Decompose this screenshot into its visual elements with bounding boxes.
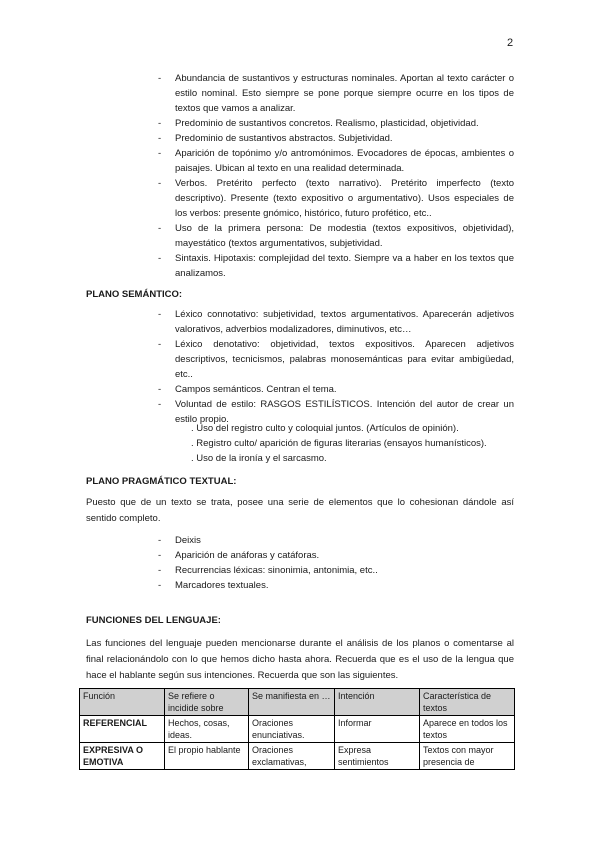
column-header: Característica de textos <box>420 689 515 716</box>
language-functions-table <box>79 688 515 770</box>
list-item: - Sintaxis. Hipotaxis: complejidad del texto. Siempre va a haber en los textos que analizamos. <box>158 253 514 279</box>
list-item: - Verbos. Pretérito perfecto (texto narrativo). Pretérito imperfecto (texto descriptivo). Presente (texto expositivo o argumentativo). Usos especiales de los verbos: presente gnómico, histórico, futuro profético, etc.. <box>158 178 514 219</box>
pragmatic-plane-heading: PLANO PRAGMÁTICO TEXTUAL: <box>86 476 237 487</box>
table-row <box>80 716 515 743</box>
column-header: Se manifiesta en … <box>249 689 335 716</box>
bullet-dash: - <box>158 339 162 350</box>
list-item: - Aparición de topónimo y/o antromónimos. Evocadores de épocas, ambientes o paisajes. Ubican al texto en una realidad determinada. <box>158 148 514 174</box>
list-item: - Aparición de anáforas y catáforas. <box>158 550 320 561</box>
bullet-dash: - <box>158 253 162 264</box>
column-header: Intención <box>335 689 420 716</box>
table-cell: Hechos, cosas, ideas. <box>165 716 249 743</box>
language-functions-intro: Las funciones del lenguaje pueden mencionarse durante el análisis de los planos o comentarse al final relacionándolo con lo que hemos dicho hasta ahora. Recuerda que es el uso de la lengua que hace el hablante según sus intenciones. Recuerda que son las siguientes. <box>86 638 514 681</box>
bullet-dash: - <box>158 148 162 159</box>
bullet-dash: - <box>158 550 162 561</box>
table-cell: Oraciones exclamativas, <box>249 743 335 770</box>
bullet-dash: - <box>158 384 162 395</box>
list-item: - Deixis <box>158 535 201 546</box>
sublist-item: . Registro culto/ aparición de figuras literarias (ensayos humanísticos). <box>191 438 487 449</box>
bullet-dash: - <box>158 565 162 576</box>
list-item: - Predominio de sustantivos concretos. Realismo, plasticidad, objetividad. <box>158 118 479 129</box>
bullet-dash: - <box>158 399 162 410</box>
list-item: - Recurrencias léxicas: sinonimia, antonimia, etc.. <box>158 565 378 576</box>
list-item: - Léxico connotativo: subjetividad, textos argumentativos. Aparecerán adjetivos valorativos, adverbios modalizadores, diminutivos, etc… <box>158 309 514 335</box>
morphosyntactic-features-list <box>158 71 514 281</box>
list-item: - Abundancia de sustantivos y estructuras nominales. Aportan al texto carácter o estilo nominal. Esto siempre se pone porque siempre ocurre en los tipos de textos que vamos a analizar. <box>158 73 514 114</box>
table-cell: EXPRESIVA O EMOTIVA <box>80 743 165 770</box>
list-item: - Marcadores textuales. <box>158 580 269 591</box>
list-item: - Voluntad de estilo: RASGOS ESTILÍSTICOS. Intención del autor de crear un estilo propio. <box>158 399 514 425</box>
language-functions-heading: FUNCIONES DEL LENGUAJE: <box>86 615 221 626</box>
column-header: Se refiere o incidide sobre <box>165 689 249 716</box>
bullet-dash: - <box>158 580 162 591</box>
style-features-sublist <box>191 421 521 466</box>
table-cell: Oraciones enunciativas. <box>249 716 335 743</box>
table-row <box>80 743 515 770</box>
list-item: - Uso de la primera persona: De modestia (textos expositivos, objetividad), mayestático (textos argumentativos, subjetividad. <box>158 223 514 249</box>
bullet-dash: - <box>158 223 162 234</box>
bullet-dash: - <box>158 133 162 144</box>
list-item: - Campos semánticos. Centran el tema. <box>158 384 337 395</box>
bullet-dash: - <box>158 73 162 84</box>
bullet-dash: - <box>158 535 162 546</box>
table-cell: Expresa sentimientos <box>335 743 420 770</box>
table-header-row <box>80 689 515 716</box>
table-cell: El propio hablante <box>165 743 249 770</box>
table-cell: Informar <box>335 716 420 743</box>
list-item: - Predominio de sustantivos abstractos. Subjetividad. <box>158 133 393 144</box>
column-header: Función <box>80 689 165 716</box>
pragmatic-features-list <box>158 533 514 593</box>
list-item: - Léxico denotativo: objetividad, textos expositivos. Aparecen adjetivos descriptivos, tecnicismos, palabras monosemánticas para evitar ambigüedad, etc.. <box>158 339 514 380</box>
bullet-dash: - <box>158 118 162 129</box>
sublist-item: . Uso de la ironía y el sarcasmo. <box>191 453 327 464</box>
semantic-plane-heading: PLANO SEMÁNTICO: <box>86 289 183 300</box>
page-number: 2 <box>507 37 514 49</box>
bullet-dash: - <box>158 178 162 189</box>
pragmatic-intro-paragraph: Puesto que de un texto se trata, posee una serie de elementos que lo cohesionan dándole así sentido completo. <box>86 497 514 524</box>
table-cell: REFERENCIAL <box>80 716 165 743</box>
sublist-item: . Uso del registro culto y coloquial juntos. (Artículos de opinión). <box>191 423 459 434</box>
table-cell: Aparece en todos los textos <box>420 716 515 743</box>
bullet-dash: - <box>158 309 162 320</box>
semantic-features-list <box>158 307 514 427</box>
table-cell: Textos con mayor presencia de <box>420 743 515 770</box>
